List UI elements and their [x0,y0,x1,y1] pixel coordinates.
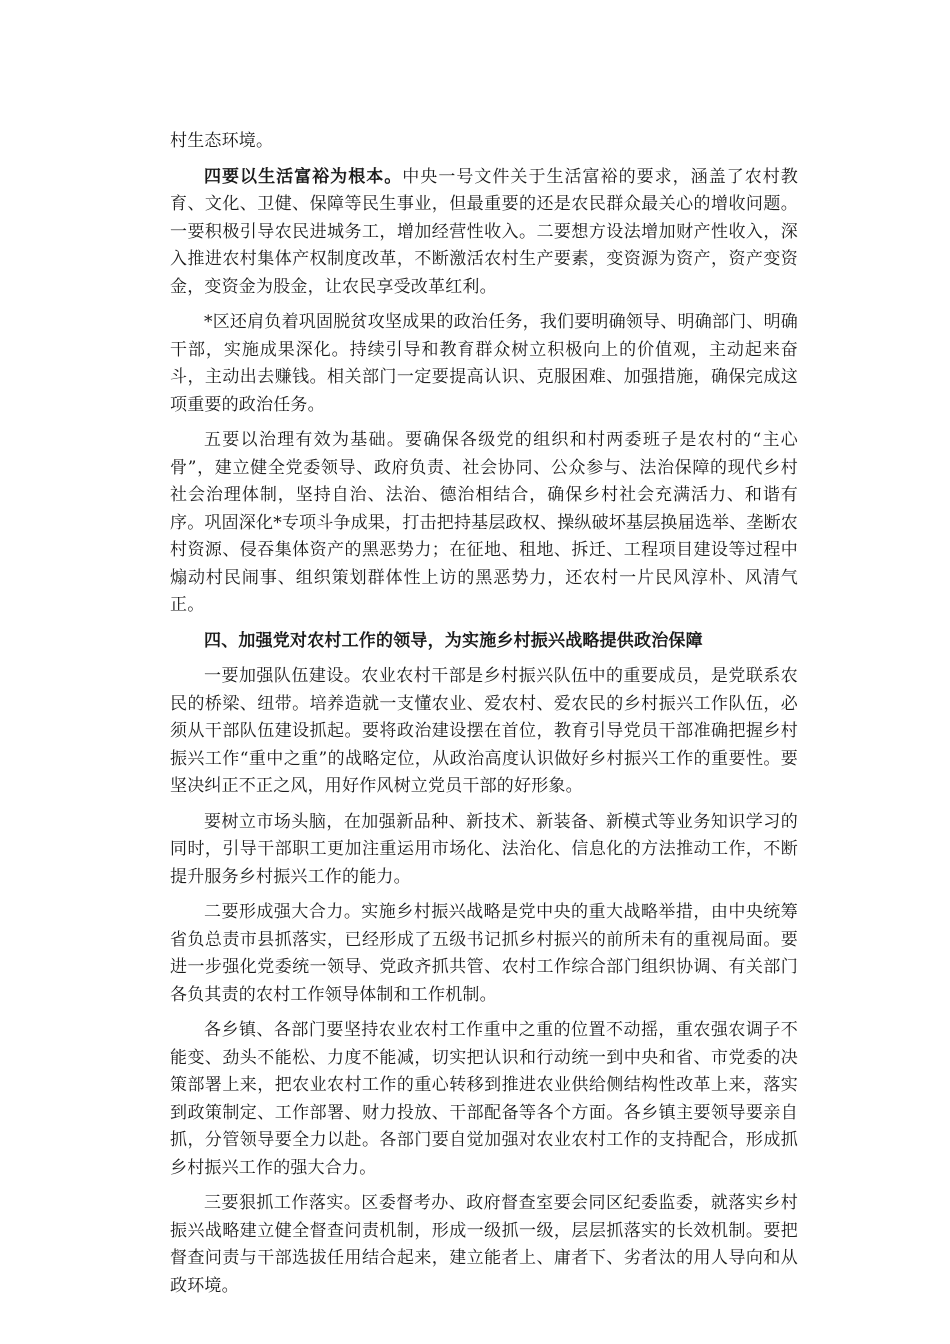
paragraph-living-prosperity [170,164,798,302]
section-heading: 四、加强党对农村工作的领导，为实施乡村振兴战略提供政治保障 [204,630,703,651]
paragraph-effective-governance [170,427,798,620]
paragraph-continuation [170,128,798,156]
paragraph-text: 村生态环境。 [170,131,274,151]
paragraph-text: 各乡镇、各部门要坚持农业农村工作重中之重的位置不动摇，重农强农调子不能变、劲头不能松、力度不能减，切实把认识和行动统一到中央和省、市党委的决策部署上来，把农业农村工作的重心转移到推进农业供给侧结构性改革上来，落实到政策制定、工作部署、财力投放、干部配备等各个方面。各乡镇主要领导要亲自抓，分管领导要全力以赴。各部门要自觉加强对农业农村工作的支持配合，形成抓乡村振兴工作的强大合力。 [170,1020,798,1178]
paragraph-text: *区还肩负着巩固脱贫攻坚成果的政治任务，我们要明确领导、明确部门、明确干部，实施成果深化。持续引导和教育群众树立积极向上的价值观，主动起来奋斗，主动出去赚钱。相关部门一定要提高认识、克服困难、加强措施，确保完成这项重要的政治任务。 [170,312,798,415]
document-body [170,128,798,1308]
paragraph-poverty-consolidation [170,309,798,419]
paragraph-text: 要树立市场头脑，在加强新品种、新技术、新装备、新模式等业务知识学习的同时，引导干部职工更加注重运用市场化、法治化、信息化的方法推动工作，不断提升服务乡村振兴工作的能力。 [170,811,798,887]
paragraph-text: 中央一号文件关于生活富裕的要求，涵盖了农村教育、文化、卫健、保障等民生事业，但最重要的还是农民群众最关心的增收问题。一要积极引导农民进城务工，增加经营性收入。二要想方设法增加财产性收入，深入推进农村集体产权制度改革，不断激活农村生产要素，变资源为资产，资产变资金，变资金为股金，让农民享受改革红利。 [170,166,798,297]
paragraph-lead: 四要以生活富裕为根本。 [204,166,403,187]
paragraph-text: 五要以治理有效为基础。要确保各级党的组织和村两委班子是农村的“主心骨”，建立健全党委领导、政府负责、社会协同、公众参与、法治保障的现代乡村社会治理体制，坚持自治、法治、德治相结合，确保乡村社会充满活力、和谐有序。巩固深化*专项斗争成果，打击把持基层政权、操纵破坏基层换届选举、垄断农村资源、侵吞集体资产的黑恶势力；在征地、租地、拆迁、工程项目建设等过程中煽动村民闹事、组织策划群体性上访的黑恶势力，还农村一片民风淳朴、风清气正。 [170,430,798,615]
paragraph-text: 二要形成强大合力。实施乡村振兴战略是党中央的重大战略举措，由中央统筹省负总责市县抓落实，已经形成了五级书记抓乡村振兴的前所未有的重视局面。要进一步强化党委统一领导、党政齐抓共管、农村工作综合部门组织协调、有关部门各负其责的农村工作领导体制和工作机制。 [170,902,798,1005]
paragraph-township-departments [170,1017,798,1182]
paragraph-text: 三要狠抓工作落实。区委督考办、政府督查室要会同区纪委监委，就落实乡村振兴战略建立健全督查问责机制，形成一级抓一级，层层抓落实的长效机制。要把督查问责与干部选拔任用结合起来，建立能者上、庸者下、劣者汰的用人导向和从政环境。 [170,1193,798,1296]
paragraph-market-mindset [170,809,798,892]
paragraph-implementation [170,1190,798,1300]
paragraph-text: 一要加强队伍建设。农业农村干部是乡村振兴队伍中的重要成员，是党联系农民的桥梁、纽带。培养造就一支懂农业、爱农村、爱农民的乡村振兴工作队伍，必须从干部队伍建设抓起。要将政治建设摆在首位，教育引导党员干部准确把握乡村振兴工作“重中之重”的战略定位，从政治高度认识做好乡村振兴工作的重要性。要坚决纠正不正之风，用好作风树立党员干部的好形象。 [170,666,798,796]
paragraph-joint-force [170,899,798,1009]
paragraph-team-building [170,663,798,801]
